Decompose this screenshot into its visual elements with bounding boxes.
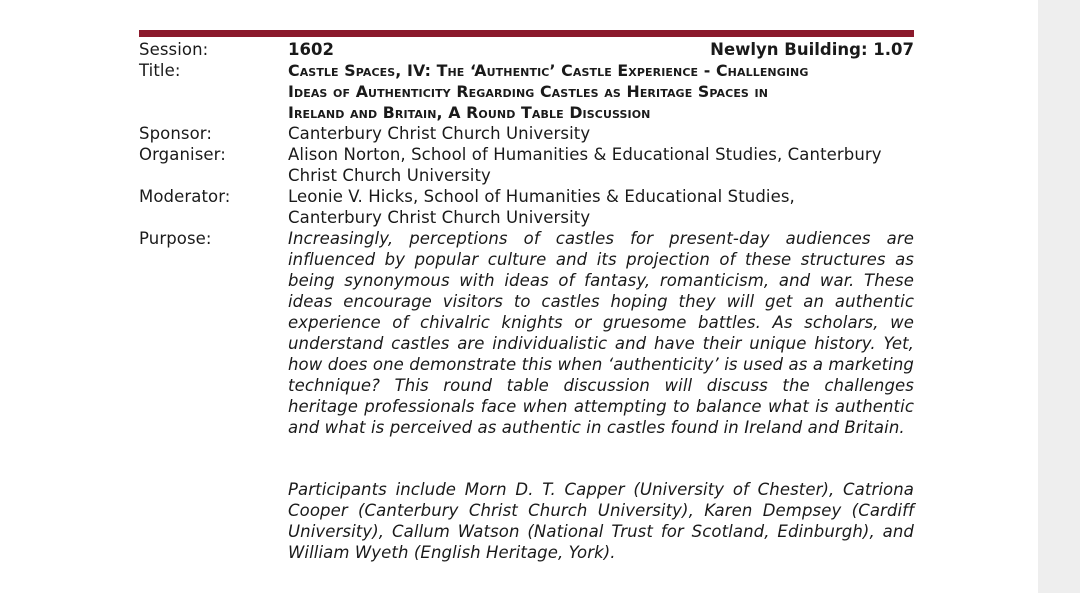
purpose-text: Increasingly, perceptions of castles for present-day audiences are influenced by popular culture and its projection of these structures as being synonymous with ideas of fantasy, romanticism, and war. These ideas encourage visitors to castles hoping they will get an authentic experience of chivalric knights or gruesome battles. As scholars, we understand castles are individualistic and have their unique history. Yet, how does one demonstrate this when ‘authenticity’ is used as a marketing technique? This round table discussion will discuss the challenges heritage professionals face when attempting to balance what is authentic and what is perceived as authentic in castles found in Ireland and Britain. xyxy=(288,229,914,437)
session-label: Session: xyxy=(139,40,209,59)
header-rule xyxy=(139,30,914,37)
sponsor-label: Sponsor: xyxy=(139,124,213,143)
session-number: 1602 xyxy=(288,40,334,59)
session-location: Newlyn Building: 1.07 xyxy=(710,40,914,59)
title-label: Title: xyxy=(139,61,181,80)
participants-text: Participants include Morn D. T. Capper (University of Chester), Catriona Cooper (Canterbury Christ Church University), Karen Dempsey (Cardiff University), Callum Watson (National Trust for Scotland, Edinburgh), and William Wyeth (English Heritage, York). xyxy=(288,480,914,562)
organiser-value: Alison Norton, School of Humanities & Educational Studies, Canterbury Christ Church University xyxy=(288,145,882,185)
organiser-label: Organiser: xyxy=(139,145,226,164)
moderator-value: Leonie V. Hicks, School of Humanities & Educational Studies, Canterbury Christ Church University xyxy=(288,187,795,227)
title-line-2: Ideas of Authenticity Regarding Castles as Heritage Spaces in xyxy=(288,82,769,101)
purpose-label: Purpose: xyxy=(139,229,212,248)
moderator-label: Moderator: xyxy=(139,187,231,206)
title-line-1: Castle Spaces, IV: The ‘Authentic’ Castle Experience - Challenging xyxy=(288,61,809,80)
side-margin xyxy=(1038,0,1080,593)
title-line-3: Ireland and Britain, A Round Table Discussion xyxy=(288,103,651,122)
session-title xyxy=(288,60,914,123)
sponsor-value: Canterbury Christ Church University xyxy=(288,124,591,143)
